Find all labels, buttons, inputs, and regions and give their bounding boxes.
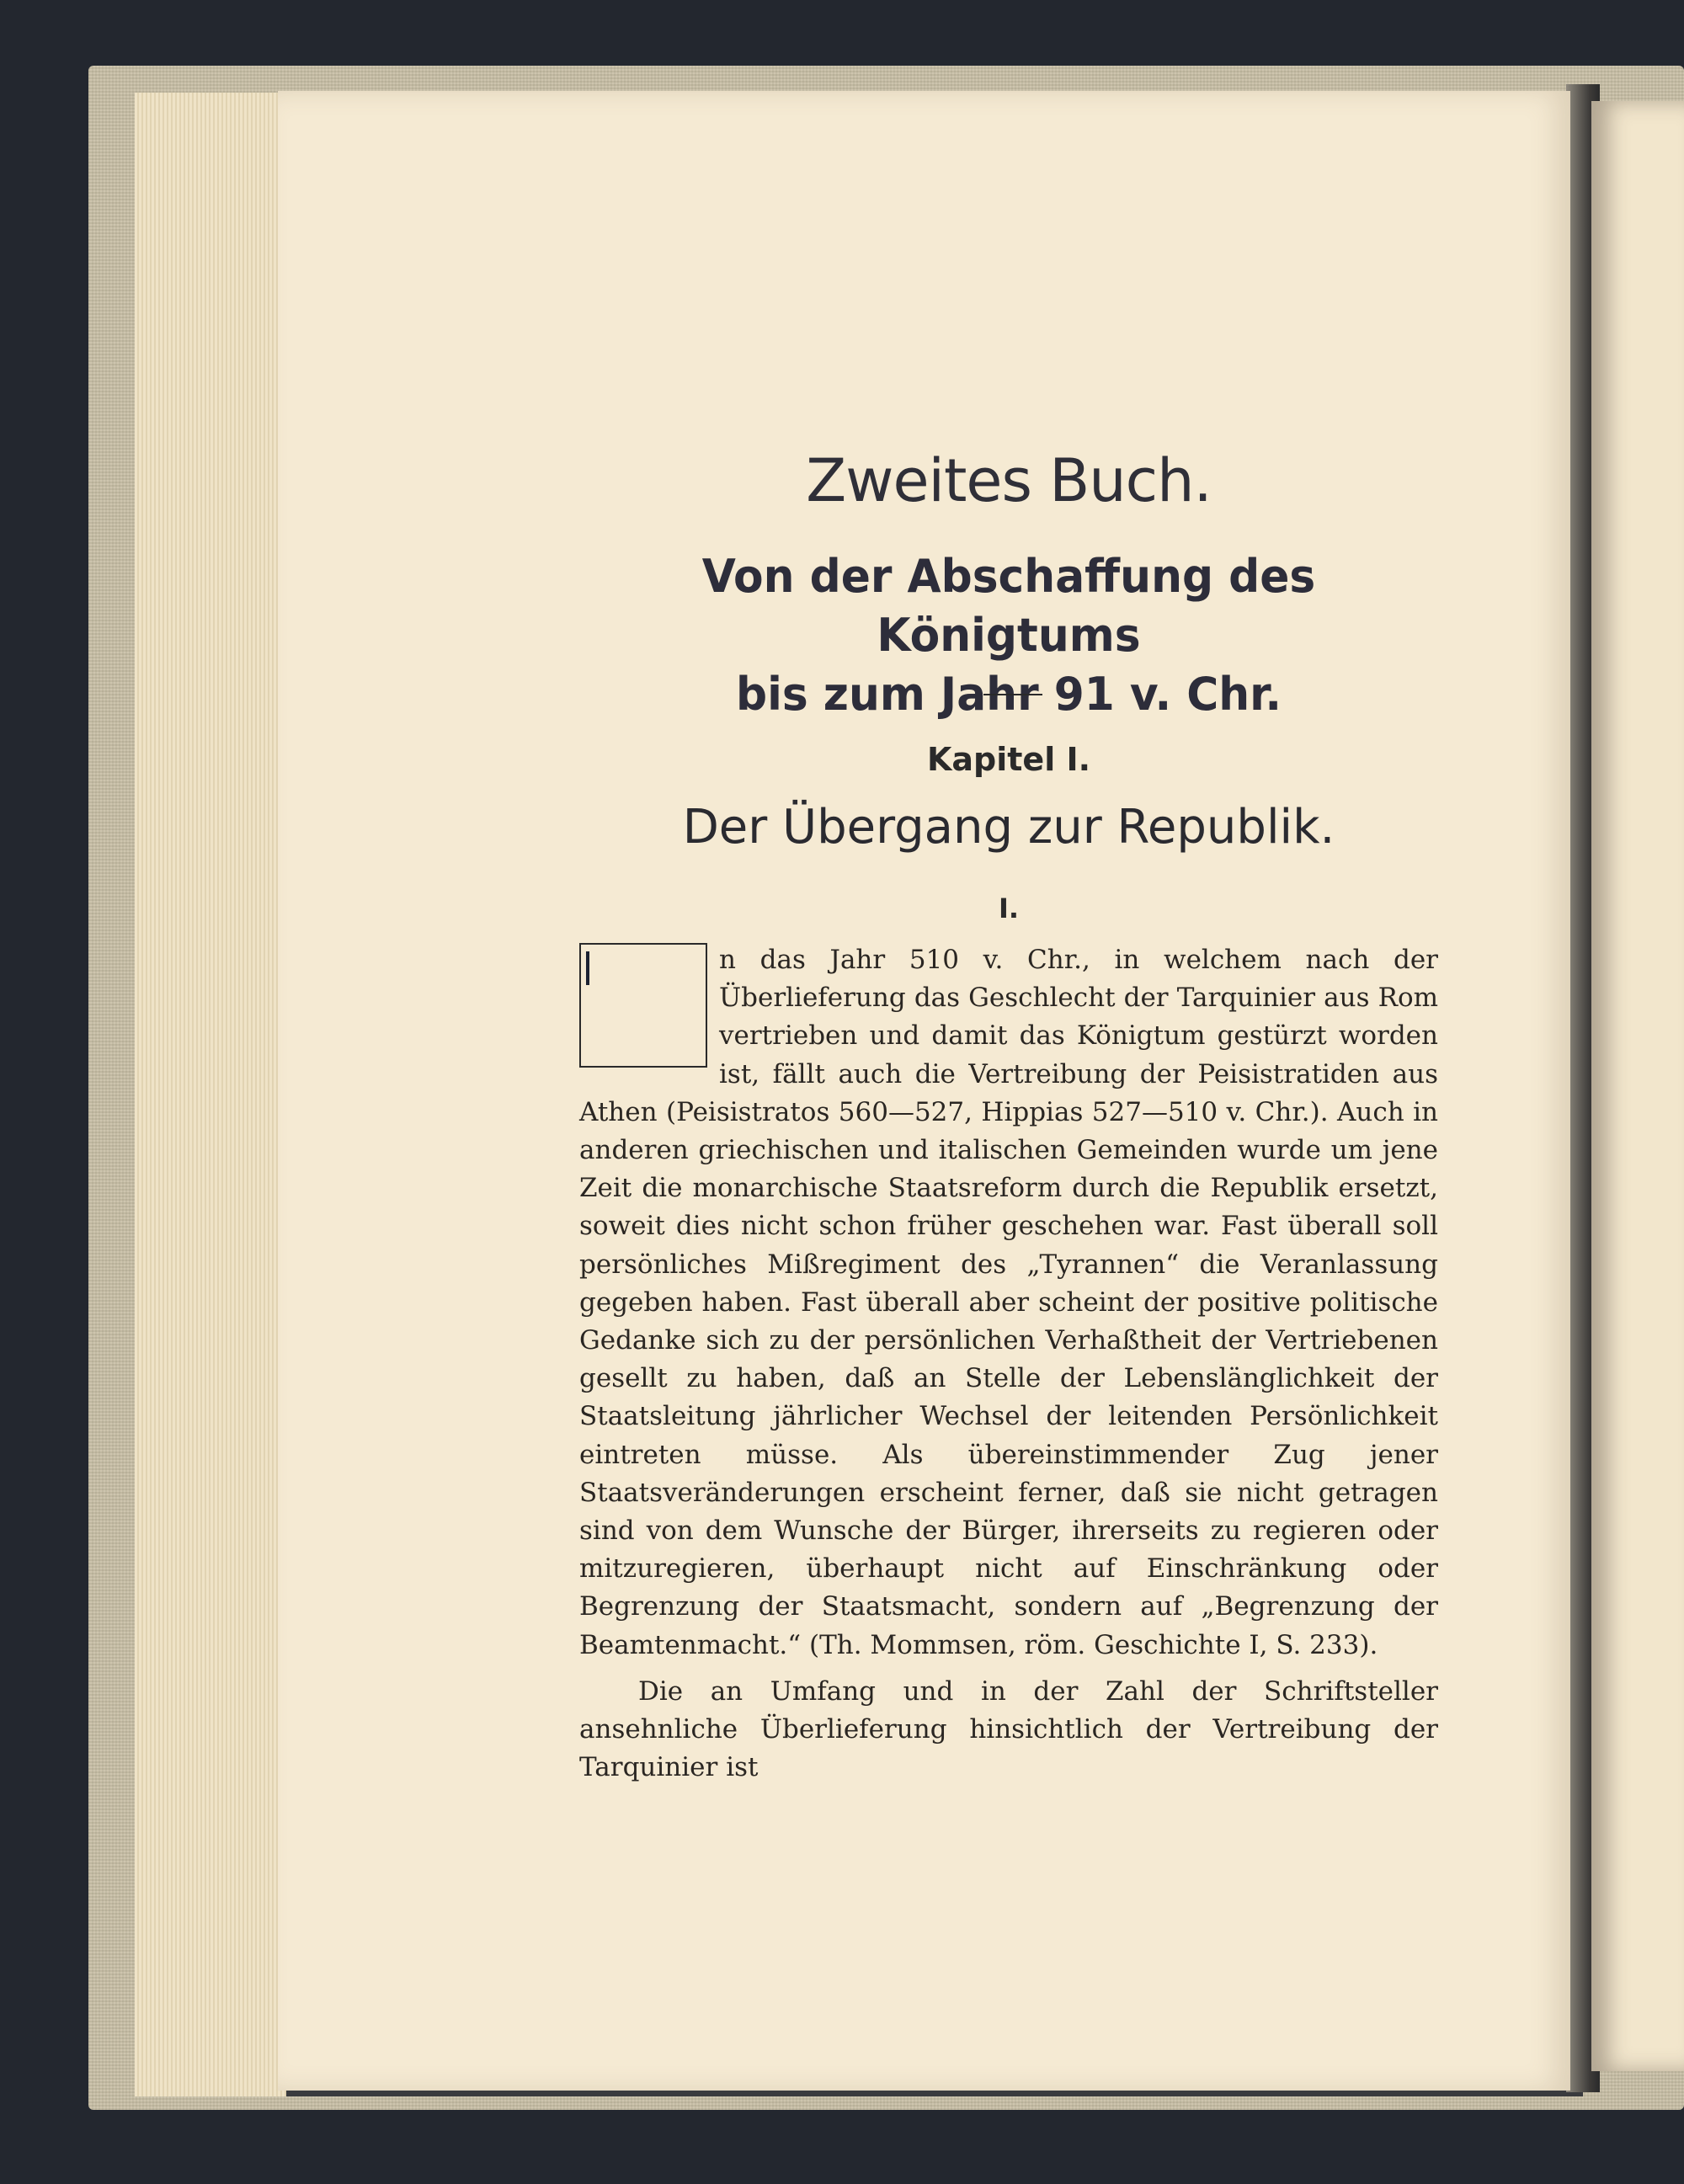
book-subtitle-line-2: bis zum Jahr 91 v. Chr. (735, 668, 1282, 721)
ornamental-initial-icon (586, 951, 589, 985)
book-title: Zweites Buch. (806, 446, 1212, 515)
chapter-label: Kapitel I. (926, 741, 1091, 778)
drop-cap (579, 943, 707, 1068)
section-number: I. (998, 892, 1020, 924)
page-stack-edges (135, 93, 286, 2096)
book-subtitle (596, 547, 1420, 724)
facing-page (1591, 101, 1684, 2071)
section-divider (983, 694, 1042, 695)
body-text (579, 941, 1438, 1787)
book-subtitle-line-1: Von der Abschaffung des Königtums (701, 550, 1316, 662)
chapter-title: Der Übergang zur Republik. (682, 800, 1335, 855)
paragraph-1-text: n das Jahr 510 v. Chr., in welchem nach der Überlieferung das Geschlecht der Tarquinier aus Rom vertrieben und damit das Königtum gestürzt worden ist, fällt auch die Vertreibung der Peisistratiden aus Athen (Peisistratos 560—527, Hippias 527—510 v. Chr.). Auch in anderen griechischen und italischen Gemeinden wurde um jene Zeit die monarchische Staatsreform durch die Republik ersetzt, soweit dies nicht schon früher geschehen war. Fast überall soll persönliches Mißregiment des „Tyrannen“ die Veranlassung gegeben haben. Fast überall aber scheint der positive politische Gedanke sich zu der persönlichen Verhaßtheit der Vertriebenen gesellt zu haben, daß an Stelle der Lebenslänglichkeit der Staatsleitung jährlicher Wechsel der leitenden Persönlichkeit eintreten müsse. Als übereinstimmender Zug jener Staatsveränderungen erscheint ferner, daß sie nicht getragen sind von dem Wunsche der Bürger, ihrerseits zu regieren oder mitzuregieren, überhaupt nicht auf Einschränkung oder Begrenzung der Staatsmacht, sondern auf „Begrenzung der Beamtenmacht.“ (Th. Mommsen, röm. Geschichte I, S. 233). (579, 945, 1438, 1660)
paragraph-1 (579, 941, 1438, 1665)
paragraph-2: Die an Umfang und in der Zahl der Schriftsteller ansehnliche Überlieferung hinsichtlich der Vertreibung der Tarquinier ist (579, 1675, 1438, 1783)
